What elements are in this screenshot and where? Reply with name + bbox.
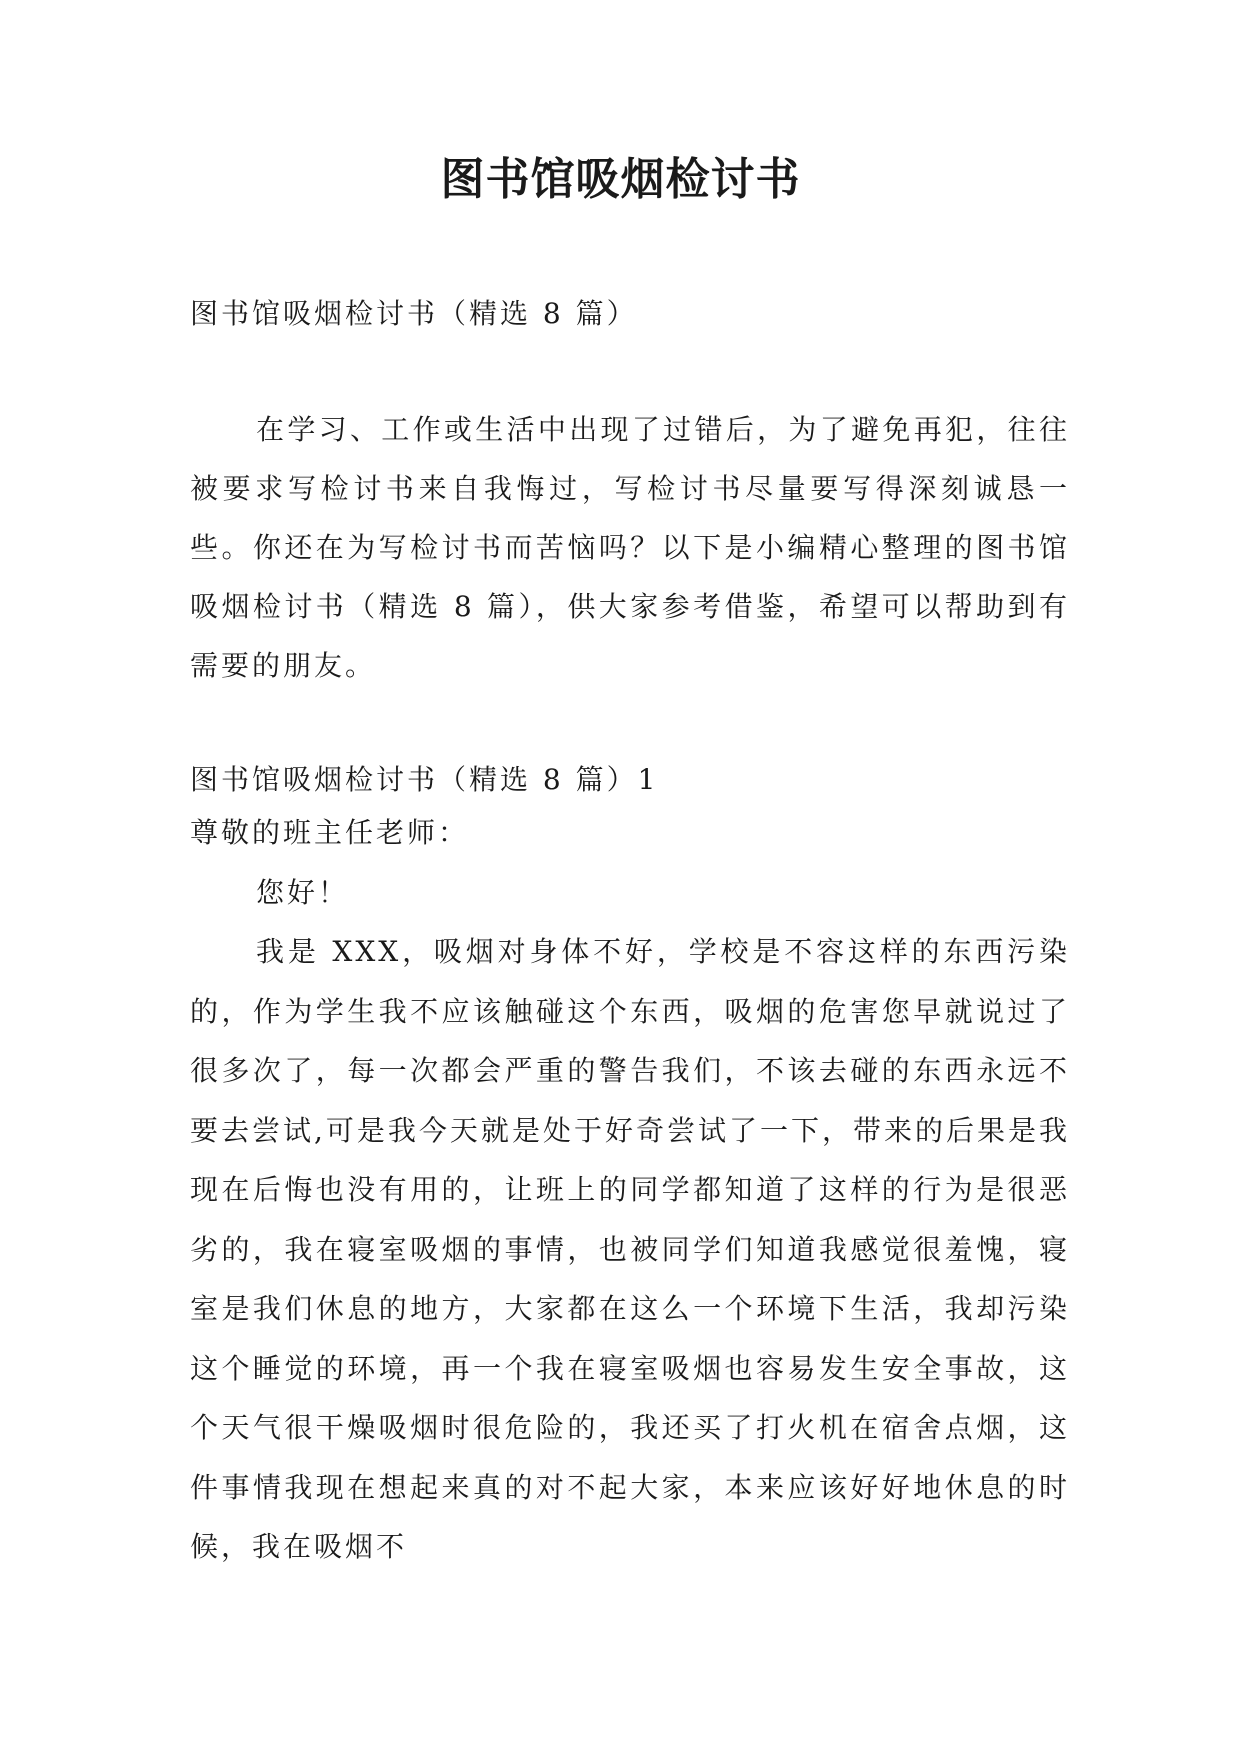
letter-greeting: 您好！ — [256, 876, 350, 909]
letter-body-paragraph: 我是 XXX，吸烟对身体不好，学校是不容这样的东西污染的，作为学生我不应该触碰这个东西，吸烟的危害您早就说过了很多次了，每一次都会严重的警告我们，不该去碰的东西永远不要去尝试,可是我今天就是处于好奇尝试了一下，带来的后果是我现在后悔也没有用的，让班上的同学都知道了这样的行为是很恶劣的，我在寝室吸烟的事情，也被同学们知道我感觉很羞愧，寝室是我们休息的地方，大家都在这么一个环境下生活，我却污染这个睡觉的环境，再一个我在寝室吸烟也容易发生安全事故，这个天气很干燥吸烟时很危险的，我还买了打火机在宿舍点烟，这件事情我现在想起来真的对不起大家，本来应该好好地休息的时候，我在吸烟不 — [190, 935, 1070, 1563]
document-subtitle: 图书馆吸烟检讨书（精选 8 篇） — [190, 297, 638, 330]
intro-paragraph: 在学习、工作或生活中出现了过错后，为了避免再犯，往往被要求写检讨书来自我悔过，写检讨书尽量要写得深刻诚恳一些。你还在为写检讨书而苦恼吗？以下是小编精心整理的图书馆吸烟检讨书（精选 8 篇），供大家参考借鉴，希望可以帮助到有需要的朋友。 — [190, 413, 1070, 682]
document-title: 图书馆吸烟检讨书 — [440, 154, 801, 205]
letter-salutation: 尊敬的班主任老师： — [190, 816, 470, 849]
section-heading: 图书馆吸烟检讨书（精选 8 篇）1 — [190, 763, 659, 796]
